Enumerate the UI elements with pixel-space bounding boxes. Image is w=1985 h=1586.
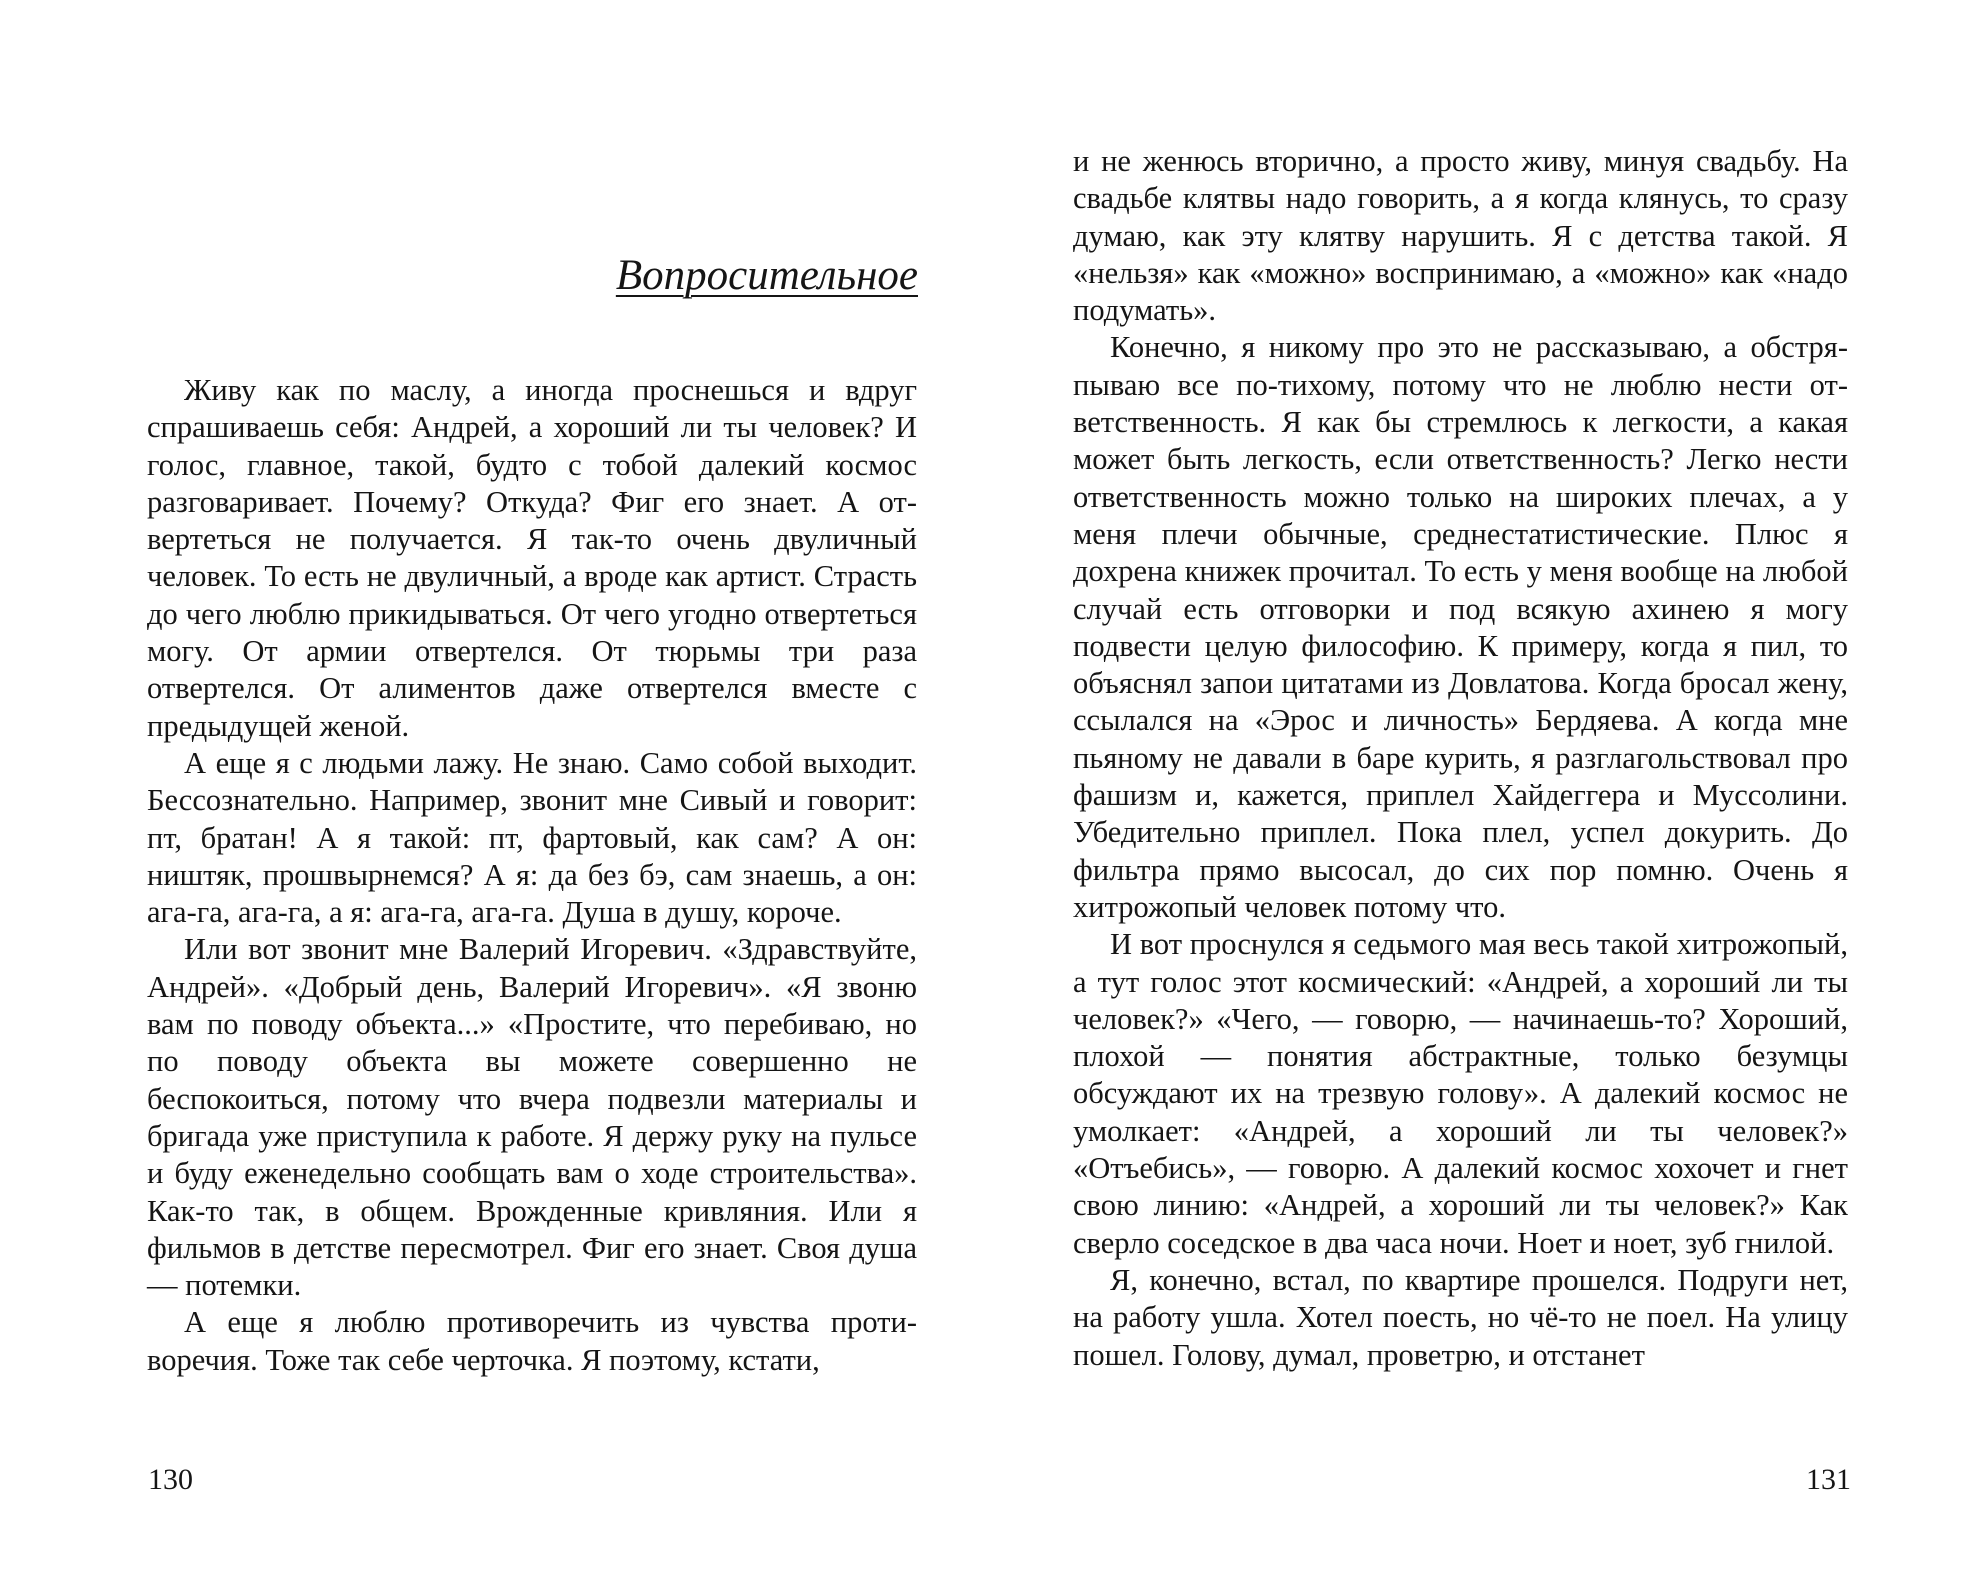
paragraph: Или вот звонит мне Валерий Игоревич. «Здравствуйте, Андрей». «Добрый день, Валерий Игоревич». «Я звоню вам по поводу объекта...» «Простите, что перебиваю, но по поводу объекта вы можете совершенно не беспокоиться, потому что вчера подвезли материалы и бригада уже приступила к работе. Я держу руку на пульсе и буду еженедельно сообщать вам о ходе строительства». Как-то так, в общем. Врожденные кривляния. Или я фильмов в детстве пересмотрел. Фиг его знает. Своя душа — потемки.: [147, 932, 917, 1303]
paragraph: и не женюсь вторично, а просто живу, минуя свадьбу. На свадьбе клятвы надо говорить, а я когда клянусь, то сразу думаю, как эту клятву нарушить. Я с детства такой. Я «нельзя» как «можно» воспринимаю, а «можно» как «надо подумать».: [1073, 144, 1848, 328]
paragraph: Конечно, я никому про это не рассказываю, а обстряпываю все по-тихому, потому что не люблю нести ответственность. Я как бы стремлюсь к легкости, а какая может быть легкость, если ответственность? Легко нести ответственность можно только на широких плечах, а у меня плечи обычные, среднестатистические. Плюс я дохрена книжек прочитал. То есть у меня вообще на любой случай есть отговорки и под всякую ахинею я могу подвести целую философию. К примеру, когда я пил, то объяснял запои цитатами из Довлатова. Когда бросал жену, ссылался на «Эрос и личность» Бердяева. А когда мне пьяному не давали в баре курить, я разглагольствовал про фашизм и, кажется, приплел Хайдеггера и Муссолини. Убедительно приплел. Пока плел, успел докурить. До фильтра прямо высосал, до сих пор помню. Очень я хитрожопый человек потому что.: [1073, 330, 1848, 924]
paragraph: А еще я с людьми лажу. Не знаю. Само собой выходит. Бессознательно. Например, звонит мне Сивый и говорит: пт, братан! А я такой: пт, фартовый, как сам? А он: ништяк, прошвырнемся? А я: да без бэ, сам знаешь, а он: ага-га, ага-га, а я: ага-га, ага-га. Душа в душу, короче.: [147, 745, 917, 930]
paragraph: И вот проснулся я седьмого мая весь такой хитрожопый, а тут голос этот космический: «Андрей, а хороший ли ты человек?» «Чего, — говорю, — начинаешь-то? Хороший, плохой — понятия абстрактные, только безумцы обсуждают их на трезвую голову». А далекий космос не умолкает: «Андрей, а хороший ли ты человек?» «Отъебись», — говорю. А далекий космос хохочет и гнет свою линию: «Андрей, а хороший ли ты человек?» Как сверло соседское в два часа ночи. Ноет и ноет, зуб гнилой.: [1073, 927, 1848, 1260]
left-page-text: [147, 372, 917, 1379]
right-page-text: [1073, 143, 1848, 1374]
page-number-right: 131: [1806, 1463, 1851, 1496]
paragraph: А еще я люблю противоречить из чувства противоречия. Тоже так себе черточка. Я поэтому, кстати,: [147, 1305, 917, 1377]
paragraph: Живу как по маслу, а иногда проснешься и вдруг спрашиваешь себя: Андрей, а хороший ли ты человек? И голос, главное, такой, будто с тобой далекий космос разговаривает. Почему? Откуда? Фиг его знает. А отвертеться не получается. Я так-то очень двуличный человек. То есть не двуличный, а вроде как артист. Страсть до чего люблю прикидываться. От чего угодно отвертеться могу. От армии отвертелся. От тюрьмы три раза отвертелся. От алиментов даже отвертелся вместе с предыдущей женой.: [147, 373, 917, 743]
paragraph: Я, конечно, встал, по квартире прошелся. Подруги нет, на работу ушла. Хотел поесть, но чё-то не поел. На улицу пошел. Голову, думал, проветрю, и отстанет: [1073, 1262, 1848, 1372]
page-number-left: 130: [148, 1463, 193, 1496]
chapter-title: Вопросительное: [615, 252, 918, 299]
right-page: [993, 0, 1985, 1586]
